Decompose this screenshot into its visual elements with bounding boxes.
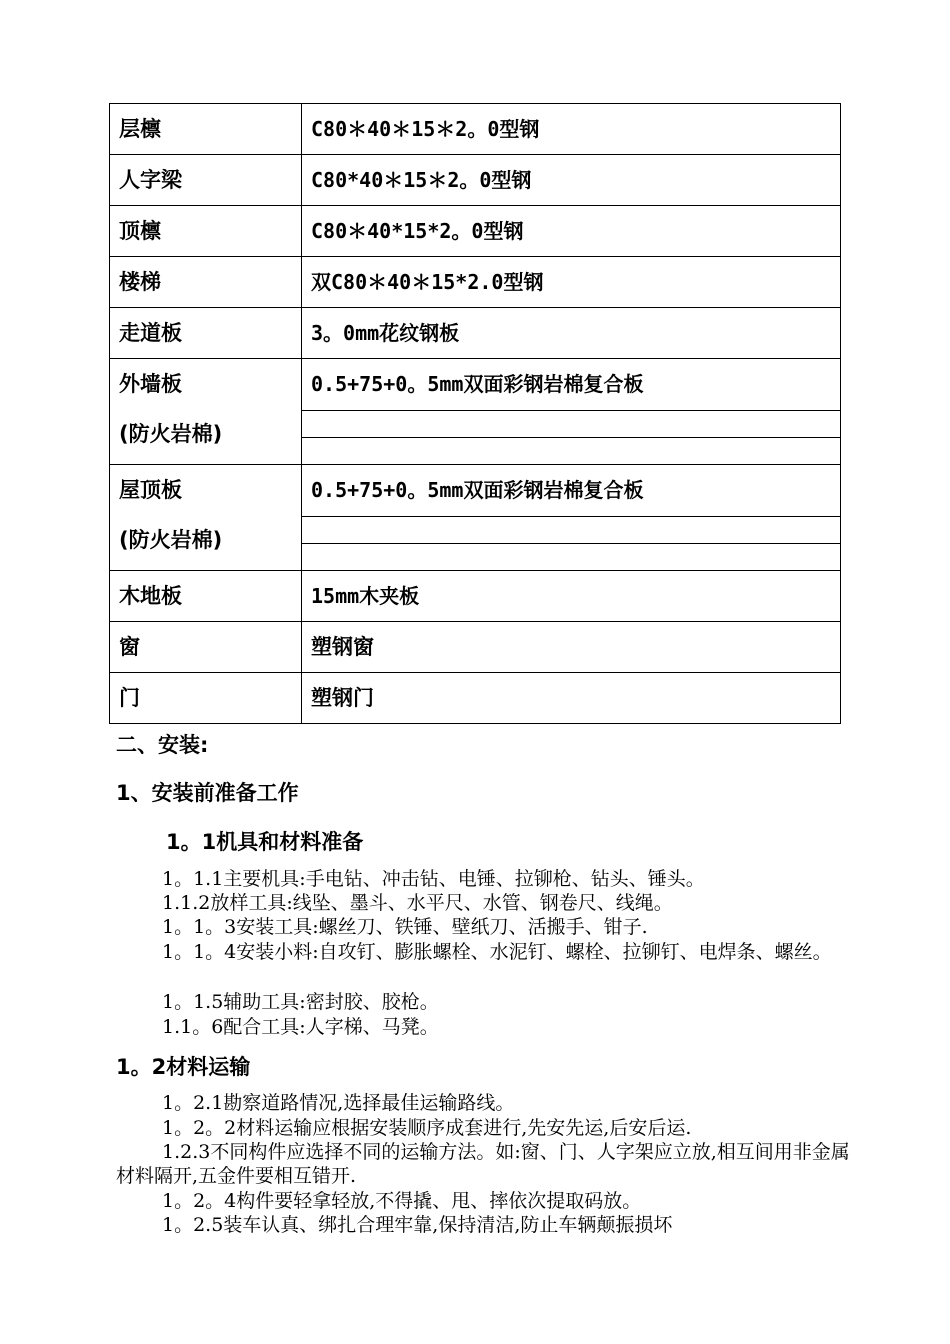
component-name: 人字梁: [110, 155, 302, 206]
empty-subrow: [302, 543, 840, 570]
component-name: 层檩: [110, 104, 302, 155]
component-name: 顶檩: [110, 206, 302, 257]
empty-subrow: [302, 516, 840, 543]
table-row: [110, 359, 841, 465]
table-row: [110, 308, 841, 359]
material-spec: C80＊40＊15＊2。0型钢: [302, 104, 841, 155]
component-note: (防火岩棉): [119, 528, 223, 552]
paragraph: 1。2。4构件要轻拿轻放,不得撬、甩、摔依次提取码放。: [162, 1190, 642, 1212]
component-name: 走道板: [110, 308, 302, 359]
table-row: [110, 571, 841, 622]
table-row: [110, 206, 841, 257]
component-name-cell: [110, 359, 302, 465]
paragraph: 1。2。2材料运输应根据安装顺序成套进行,先安先运,后安后运.: [162, 1117, 692, 1139]
empty-subrow: [302, 437, 840, 464]
table-row: [110, 673, 841, 724]
component-name: 楼梯: [110, 257, 302, 308]
paragraph: 1。1.5辅助工具:密封胶、胶枪。: [162, 991, 439, 1013]
paragraph: 1。2.5装车认真、绑扎合理牢靠,保持清洁,防止车辆颠振损坏: [162, 1214, 673, 1236]
subsubsection-heading: 1。1机具和材料准备: [166, 830, 364, 854]
subsection-heading: 1、安装前准备工作: [116, 781, 299, 805]
table-row: [110, 257, 841, 308]
component-note: (防火岩棉): [119, 422, 223, 446]
paragraph: 1.1.2放样工具:线坠、墨斗、水平尺、水管、钢卷尺、线绳。: [162, 892, 673, 914]
component-name: 木地板: [110, 571, 302, 622]
component-name: 屋顶板: [119, 478, 182, 502]
material-spec: 塑钢门: [302, 673, 841, 724]
materials-spec-table: [109, 103, 841, 724]
paragraph: 1.1。6配合工具:人字梯、马凳。: [162, 1016, 439, 1038]
material-spec: 3。0mm花纹钢板: [302, 308, 841, 359]
paragraph: 1.2.3不同构件应选择不同的运输方法。如:窗、门、人字架应立放,相互间用非金属材料隔开,五金件要相互错开.: [116, 1141, 850, 1187]
material-spec: 塑钢窗: [302, 622, 841, 673]
component-name: 外墙板: [119, 372, 182, 396]
section-heading: 二、安装:: [116, 733, 209, 757]
material-spec-cell: [302, 359, 841, 465]
table-row: [110, 465, 841, 571]
table-row: [110, 622, 841, 673]
component-name-cell: [110, 465, 302, 571]
material-spec: 0.5+75+0。5mm双面彩钢岩棉复合板: [311, 478, 644, 502]
component-name: 门: [110, 673, 302, 724]
material-spec: 0.5+75+0。5mm双面彩钢岩棉复合板: [311, 372, 644, 396]
material-spec: C80＊40*15*2。0型钢: [302, 206, 841, 257]
material-spec: 双C80＊40＊15*2.0型钢: [302, 257, 841, 308]
paragraph: 1。1。4安装小料:自攻钉、膨胀螺栓、水泥钉、螺栓、拉铆钉、电焊条、螺丝。: [162, 941, 832, 963]
material-spec-cell: [302, 465, 841, 571]
paragraph: 1。1。3安装工具:螺丝刀、铁锤、壁纸刀、活搬手、钳子.: [162, 916, 648, 938]
paragraph: 1。2.1勘察道路情况,选择最佳运输路线。: [162, 1092, 515, 1114]
paragraph: 1。1.1主要机具:手电钻、冲击钻、电锤、拉铆枪、钻头、锤头。: [162, 868, 705, 890]
component-name: 窗: [110, 622, 302, 673]
table-row: [110, 155, 841, 206]
subsubsection-heading: 1。2材料运输: [116, 1055, 251, 1079]
empty-subrow: [302, 410, 840, 437]
table-row: [110, 104, 841, 155]
material-spec: C80*40＊15＊2。0型钢: [302, 155, 841, 206]
material-spec: 15mm木夹板: [302, 571, 841, 622]
